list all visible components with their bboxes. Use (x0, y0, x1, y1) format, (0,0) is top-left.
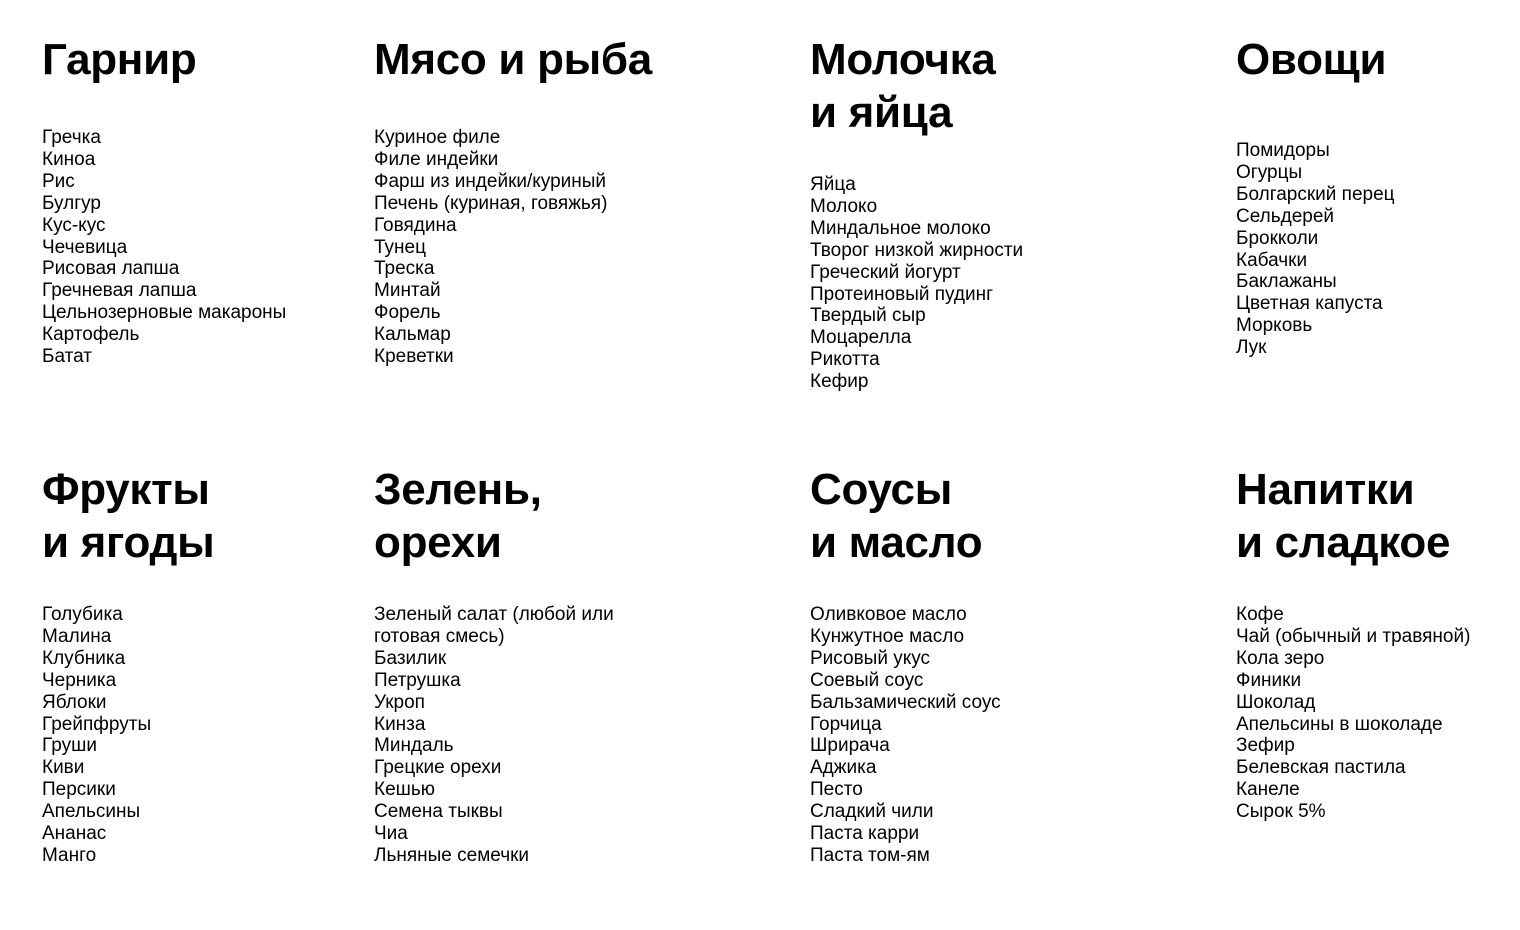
list-item: Сельдерей (1236, 205, 1335, 227)
list-item: Шрирача (810, 735, 890, 757)
list-item: Киноа (42, 148, 96, 170)
list-item: Твердый сыр (810, 305, 926, 327)
list-item: Паста карри (810, 823, 920, 845)
section-drinks-sweets (1236, 463, 1470, 823)
section-title: Напитки и сладкое (1236, 465, 1451, 567)
list-item: Молоко (810, 195, 878, 217)
list-item: Печень (куриная, говяжья) (374, 192, 608, 214)
list-item: Говядина (374, 214, 457, 236)
list-item: Горчица (810, 713, 882, 735)
list-item: Кальмар (374, 324, 451, 346)
list-item: Форель (374, 302, 441, 324)
section-title: Гарнир (42, 35, 197, 84)
list-item: Укроп (374, 691, 425, 713)
list-item: Финики (1236, 669, 1302, 691)
list-item: Киви (42, 757, 85, 779)
list-item: Грецкие орехи (374, 757, 502, 779)
item-list (42, 127, 286, 368)
section-sauces-oil (810, 463, 1001, 867)
section-greens-nuts (374, 463, 644, 867)
section-dairy-eggs (810, 33, 1023, 393)
list-item: Гречка (42, 127, 101, 148)
list-item: Помидоры (1236, 140, 1330, 161)
list-item: Лук (1236, 337, 1267, 359)
list-item: Рисовая лапша (42, 258, 180, 280)
list-item: Огурцы (1236, 161, 1303, 183)
list-item: Сырок 5% (1236, 801, 1326, 823)
list-item: Рисовый укус (810, 647, 931, 669)
list-item: Черника (42, 669, 117, 691)
list-item: Треска (374, 258, 435, 280)
section-fruits-berries (42, 463, 214, 867)
section-title: Овощи (1236, 35, 1387, 84)
list-item: Рис (42, 170, 75, 192)
list-item: Цельнозерновые макароны (42, 302, 287, 324)
list-item: Соевый соус (810, 669, 924, 691)
list-item: Белевская пастила (1236, 757, 1406, 779)
section-meat-fish (374, 33, 652, 368)
list-item: Апельсины (42, 801, 141, 823)
list-item: Творог низкой жирности (810, 239, 1024, 261)
list-item: Куриное филе (374, 127, 501, 148)
list-item: Протеиновый пудинг (810, 283, 994, 305)
list-item: Шоколад (1236, 691, 1316, 713)
section-title: Соусы и масло (810, 465, 983, 567)
list-item: Кунжутное масло (810, 625, 965, 647)
item-list (42, 604, 214, 867)
list-item: Базилик (374, 647, 447, 669)
list-item: Креветки (374, 346, 454, 368)
list-item: Ананас (42, 823, 107, 845)
item-list (1236, 140, 1395, 359)
list-item: Филе индейки (374, 148, 499, 170)
list-item: Малина (42, 625, 112, 647)
list-item: Рикотта (810, 349, 880, 371)
list-item: Семена тыквы (374, 801, 503, 823)
list-item: Миндальное молоко (810, 217, 991, 239)
list-item: Грейпфруты (42, 713, 152, 735)
list-item: Кофе (1236, 604, 1284, 625)
list-item: Батат (42, 346, 92, 368)
list-item: Фарш из индейки/куриный (374, 170, 607, 192)
item-list (810, 604, 1001, 867)
list-item: Манго (42, 844, 97, 866)
list-item: Апельсины в шоколаде (1236, 713, 1443, 735)
list-item: Зеленый салат (любой или готовая смесь) (374, 604, 614, 647)
list-item: Яйца (810, 174, 856, 195)
list-item: Булгур (42, 192, 102, 214)
list-item: Кефир (810, 371, 869, 393)
list-item: Кус-кус (42, 214, 106, 236)
list-item: Персики (42, 779, 116, 801)
list-item: Зефир (1236, 735, 1295, 757)
list-item: Гречневая лапша (42, 280, 197, 302)
list-item: Морковь (1236, 315, 1313, 337)
section-title: Мясо и рыба (374, 35, 652, 84)
list-item: Моцарелла (810, 327, 912, 349)
section-garnish (42, 33, 286, 368)
list-item: Тунец (374, 236, 426, 258)
list-item: Бальзамический соус (810, 691, 1001, 713)
list-item: Баклажаны (1236, 271, 1337, 293)
list-item: Греческий йогурт (810, 261, 961, 283)
list-item: Аджика (810, 757, 877, 779)
list-item: Голубика (42, 604, 123, 625)
list-item: Груши (42, 735, 97, 757)
item-list (1236, 604, 1470, 823)
item-list (374, 604, 644, 867)
list-item: Клубника (42, 647, 126, 669)
section-title: Зелень, орехи (374, 465, 542, 567)
list-item: Картофель (42, 324, 140, 346)
section-title: Фрукты и ягоды (42, 465, 215, 567)
list-item: Канеле (1236, 779, 1300, 801)
list-item: Брокколи (1236, 227, 1319, 249)
list-item: Петрушка (374, 669, 461, 691)
list-item: Кешью (374, 779, 436, 801)
item-list (810, 174, 1023, 393)
list-item: Чиа (374, 823, 408, 845)
list-item: Кола зеро (1236, 647, 1325, 669)
list-item: Минтай (374, 280, 441, 302)
section-vegetables (1236, 33, 1395, 359)
list-item: Чечевица (42, 236, 128, 258)
list-item: Сладкий чили (810, 801, 934, 823)
list-item: Песто (810, 779, 863, 801)
section-title: Молочка и яйца (810, 35, 996, 137)
list-item: Цветная капуста (1236, 293, 1383, 315)
list-item: Чай (обычный и травяной) (1236, 625, 1471, 647)
list-item: Яблоки (42, 691, 107, 713)
list-item: Болгарский перец (1236, 183, 1395, 205)
list-item: Оливковое масло (810, 604, 967, 625)
list-item: Кинза (374, 713, 426, 735)
list-item: Кабачки (1236, 249, 1308, 271)
item-list (374, 127, 652, 368)
list-item: Паста том-ям (810, 844, 930, 866)
list-item: Льняные семечки (374, 844, 530, 866)
list-item: Миндаль (374, 735, 454, 757)
